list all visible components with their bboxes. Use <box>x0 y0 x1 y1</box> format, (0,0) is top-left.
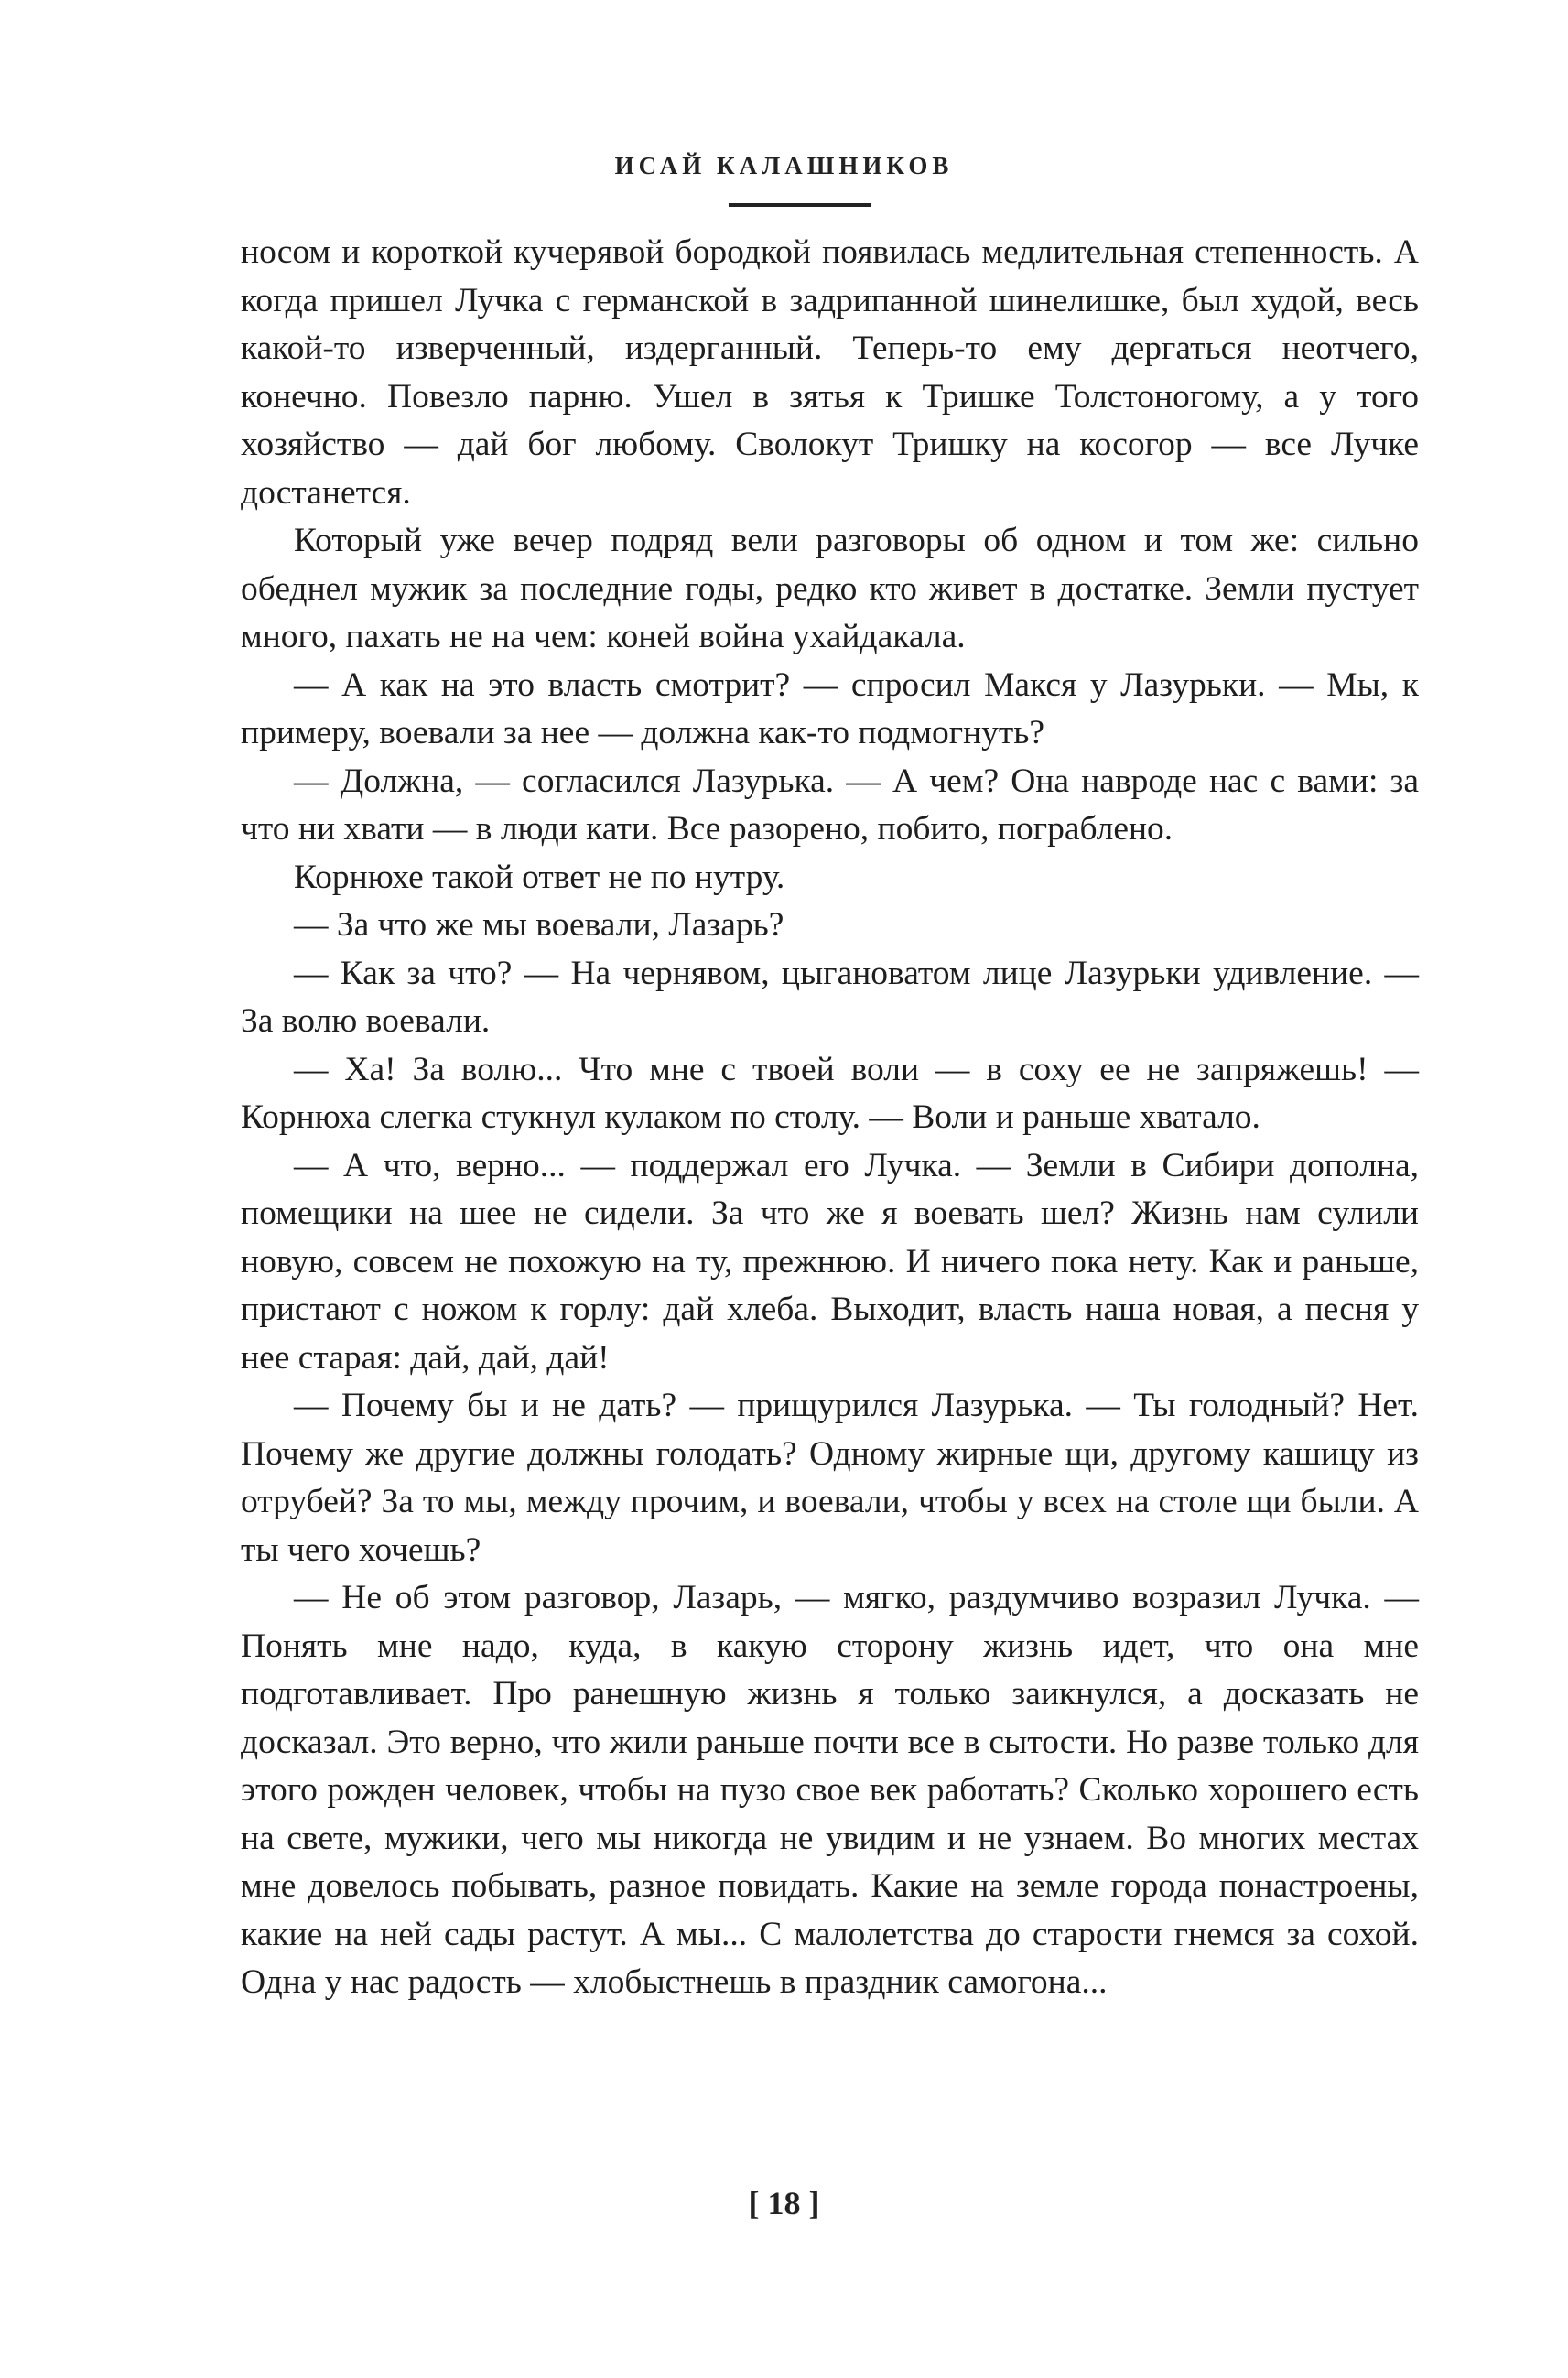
header-rule <box>729 203 871 207</box>
page-number: [ 18 ] <box>748 2185 820 2221</box>
body-text <box>241 229 1419 2007</box>
paragraph: носом и короткой кучерявой бородкой появилась медлительная степенность. А когда пришел Лучка с германской в задрипанной шинелишке, был худой, весь какой-то изверченный, издерганный. Теперь-то ему дергаться неотчего, конечно. Повезло парню. Ушел в зятья к Тришке Толстоногому, а у того хозяйство — дай бог любому. Сволокут Тришку на косогор — все Лучке достанется. <box>241 233 1419 512</box>
paragraph: — Ха! За волю... Что мне с твоей воли — в соху ее не запряжешь! — Корнюха слегка стукнул кулаком по столу. — Воли и раньше хватало. <box>241 1050 1419 1136</box>
paragraph: — Почему бы и не дать? — прищурился Лазурька. — Ты голодный? Нет. Почему же другие должны голодать? Одному жирные щи, другому кашицу из отрубей? За то мы, между прочим, и воевали, чтобы у всех на столе щи были. А ты чего хочешь? <box>241 1387 1419 1569</box>
paragraph: — За что же мы воевали, Лазарь? <box>294 906 784 944</box>
paragraph: Корнюхе такой ответ не по нутру. <box>294 858 785 896</box>
paragraph: — Должна, — согласился Лазурька. — А чем? Она навроде нас с вами: за что ни хвати — в люди кати. Все разорено, побито, пограблено. <box>241 762 1419 848</box>
paragraph: — Не об этом разговор, Лазарь, — мягко, раздумчиво возразил Лучка. — Понять мне надо, куда, в какую сторону жизнь идет, что она мне подготавливает. Про ранешную жизнь я только заикнулся, а досказать не досказал. Это верно, что жили раньше почти все в сытости. Но разве только для этого рожден человек, чтобы на пузо свое век работать? Сколько хорошего есть на свете, мужики, чего мы никогда не увидим и не узнаем. Во многих местах мне довелось побывать, разное повидать. Какие на земле города понастроены, какие на ней сады растут. А мы... С малолетства до старости гнемся за сохой. Одна у нас радость — хлобыстнешь в праздник самогона... <box>241 1579 1419 2001</box>
paragraph: — А как на это власть смотрит? — спросил Макся у Лазурьки. — Мы, к примеру, воевали за нее — должна как-то подмогнуть? <box>241 665 1419 751</box>
paragraph: Который уже вечер подряд вели разговоры об одном и том же: сильно обеднел мужик за последние годы, редко кто живет в достатке. Земли пустует много, пахать не на чем: коней война ухайдакала. <box>241 522 1419 655</box>
running-header: ИСАЙ КАЛАШНИКОВ <box>614 152 954 179</box>
paragraph: — Как за что? — На чернявом, цыгановатом лице Лазурьки удивление. — За волю воевали. <box>241 954 1419 1040</box>
paragraph: — А что, верно... — поддержал его Лучка. — Земли в Сибири дополна, помещики на шее не сидели. За что же я воевать шел? Жизнь нам сулили новую, совсем не похожую на ту, прежнюю. И ничего пока нету. Как и раньше, пристают с ножом к горлу: дай хлеба. Выходит, власть наша новая, а песня у нее старая: дай, дай, дай! <box>241 1146 1419 1377</box>
